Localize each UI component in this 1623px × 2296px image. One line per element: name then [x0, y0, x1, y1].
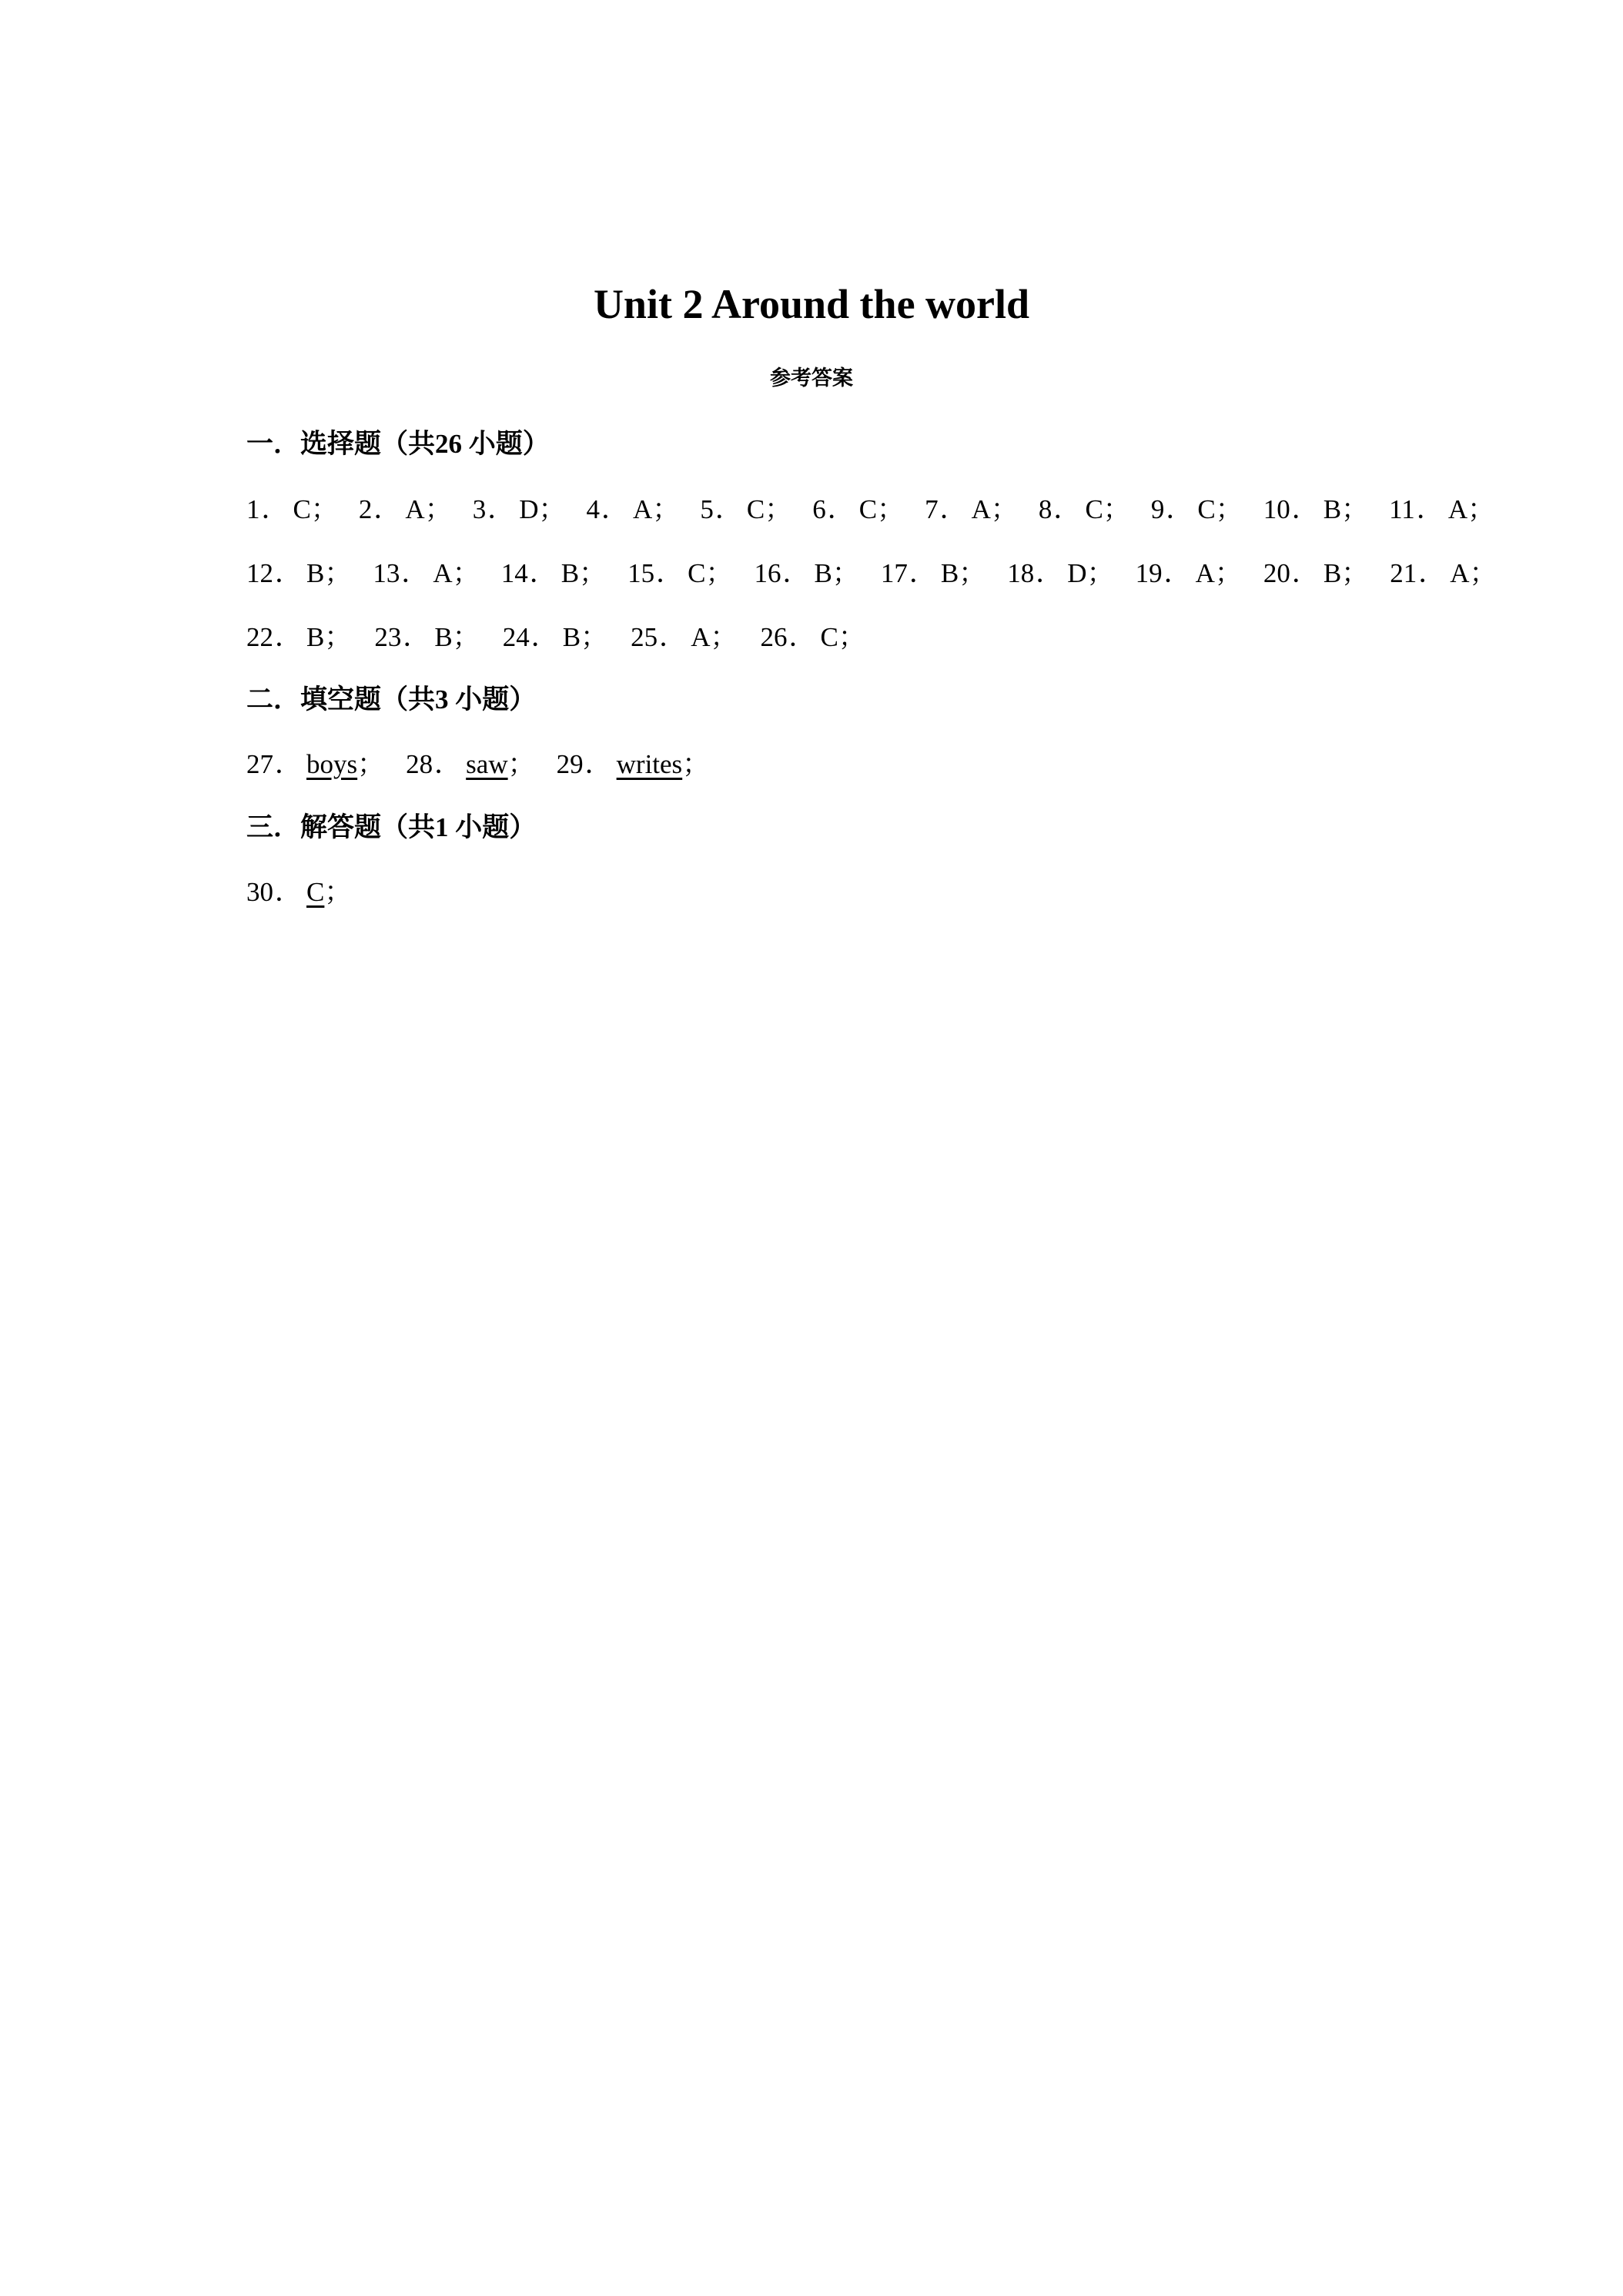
answer-item [754, 554, 858, 593]
question-number: 10 [1263, 494, 1290, 524]
question-number: 12 [246, 558, 273, 588]
answer-item [1390, 554, 1496, 593]
number-dot: ． [401, 558, 429, 589]
answer-item [587, 490, 680, 529]
question-number: 29 [556, 749, 584, 779]
answer-value: B [814, 558, 832, 588]
number-dot: ． [275, 558, 303, 589]
answer-semicolon: ； [1341, 558, 1369, 589]
answer-semicolon: ； [710, 622, 738, 653]
answer-item [1136, 554, 1242, 593]
number-dot: ． [275, 877, 303, 908]
heading-count: 1 [435, 812, 449, 842]
question-number: 22 [246, 622, 273, 652]
answer-semicolon: ； [507, 749, 535, 780]
answer-item [406, 745, 534, 784]
answer-item [246, 873, 351, 912]
number-dot: ． [656, 558, 684, 589]
answer-semicolon: ； [1086, 558, 1114, 589]
answer-semicolon: ； [705, 558, 733, 589]
answer-value: boys [306, 749, 358, 779]
heading-suffix: 小题） [455, 812, 537, 843]
answer-semicolon: ； [324, 622, 352, 653]
answer-semicolon: ； [1469, 558, 1497, 589]
answer-semicolon: ； [538, 494, 566, 525]
section-heading-answer [246, 808, 536, 847]
number-dot: ． [1416, 494, 1444, 525]
answer-semicolon: ； [310, 494, 338, 525]
answer-value: C [306, 877, 325, 907]
question-number: 25 [631, 622, 658, 652]
answer-item [473, 490, 566, 529]
question-number: 27 [246, 749, 273, 779]
choice-answers-row-3 [246, 618, 888, 657]
number-dot: ． [1163, 558, 1191, 589]
answer-value: B [1323, 558, 1342, 588]
number-dot: ． [529, 558, 557, 589]
answer-item [246, 618, 351, 657]
question-number: 15 [627, 558, 655, 588]
answer-value: saw [466, 749, 508, 779]
question-number: 19 [1135, 558, 1163, 588]
answer-value: A [971, 494, 991, 524]
answer-item [925, 490, 1018, 529]
answer-item [557, 745, 710, 784]
number-dot: ． [487, 494, 515, 525]
heading-prefix: 二．填空题（共 [246, 684, 436, 715]
answer-value: A [633, 494, 653, 524]
answer-semicolon: ； [990, 494, 1018, 525]
answer-semicolon: ； [424, 494, 452, 525]
answer-semicolon: ； [959, 558, 986, 589]
answer-value: B [1323, 494, 1342, 524]
answer-value: C [858, 494, 878, 524]
answer-semicolon: ； [1103, 494, 1130, 525]
heading-count: 26 [435, 429, 463, 459]
answer-value: B [306, 558, 325, 588]
number-dot: ． [714, 494, 742, 525]
answer-item [1007, 554, 1113, 593]
answer-value: C [293, 494, 311, 524]
answer-item [246, 490, 338, 529]
answer-semicolon: ； [877, 494, 905, 525]
answer-semicolon: ； [452, 558, 480, 589]
answer-value: C [1085, 494, 1103, 524]
heading-count: 3 [435, 684, 449, 715]
number-dot: ． [1053, 494, 1081, 525]
answer-item [501, 554, 606, 593]
answer-value: A [1450, 558, 1470, 588]
answer-item [1151, 490, 1243, 529]
question-number: 6 [812, 494, 826, 524]
answer-value: A [691, 622, 711, 652]
answer-item [812, 490, 904, 529]
number-dot: ． [275, 622, 303, 653]
page-subtitle: 参考答案 [770, 366, 853, 390]
answer-item [700, 490, 791, 529]
number-dot: ． [584, 749, 612, 780]
answer-semicolon: ； [1341, 494, 1369, 525]
heading-prefix: 一．选择题（共 [246, 429, 436, 460]
answer-semicolon: ； [357, 749, 385, 780]
question-number: 5 [700, 494, 714, 524]
answer-value: A [433, 558, 453, 588]
question-number: 24 [502, 622, 530, 652]
answer-value: C [1197, 494, 1216, 524]
choice-answers-row-1 [246, 490, 1515, 529]
answer-value: D [519, 494, 539, 524]
number-dot: ． [434, 749, 462, 780]
answer-semicolon: ； [652, 494, 680, 525]
number-dot: ． [659, 622, 687, 653]
number-dot: ． [1418, 558, 1446, 589]
answer-semicolon: ； [838, 622, 865, 653]
fill-answers-row [246, 745, 731, 784]
number-dot: ． [1036, 558, 1063, 589]
answer-semicolon: ； [832, 558, 859, 589]
answer-item [1039, 490, 1130, 529]
question-number: 4 [586, 494, 601, 524]
number-dot: ． [909, 558, 936, 589]
question-number: 21 [1390, 558, 1417, 588]
heading-suffix: 小题） [468, 429, 550, 460]
answer-item [1263, 490, 1368, 529]
question-number: 13 [373, 558, 400, 588]
number-dot: ． [1166, 494, 1193, 525]
section-heading-choice [246, 425, 550, 464]
question-number: 2 [358, 494, 373, 524]
answer-semicolon: ； [324, 877, 352, 908]
answer-value: B [940, 558, 959, 588]
answer-semicolon: ； [682, 749, 710, 780]
answer-value: C [820, 622, 838, 652]
number-dot: ． [373, 494, 401, 525]
number-dot: ． [939, 494, 967, 525]
answer-item [1389, 490, 1494, 529]
question-number: 30 [246, 877, 273, 907]
answer-semicolon: ； [579, 558, 607, 589]
question-number: 8 [1038, 494, 1052, 524]
answer-semicolon: ； [1214, 558, 1242, 589]
answer-value: writes [616, 749, 683, 779]
number-dot: ． [827, 494, 855, 525]
question-number: 18 [1007, 558, 1035, 588]
question-number: 28 [406, 749, 433, 779]
answer-value: B [561, 558, 580, 588]
page-title: Unit 2 Around the world [593, 281, 1030, 327]
number-dot: ． [261, 494, 289, 525]
answer-value: D [1067, 558, 1087, 588]
question-number: 16 [754, 558, 781, 588]
section-heading-fill [246, 681, 536, 719]
answer-semicolon: ； [324, 558, 352, 589]
answer-item [631, 618, 737, 657]
answer-item [246, 554, 351, 593]
answer-item [359, 490, 452, 529]
answer-item [627, 554, 732, 593]
question-number: 23 [374, 622, 402, 652]
answer-item [503, 618, 607, 657]
number-dot: ． [601, 494, 629, 525]
answer-value: B [306, 622, 325, 652]
answer-value: B [434, 622, 453, 652]
answer-item [1263, 554, 1368, 593]
answer-value: B [562, 622, 581, 652]
answer-semicolon: ； [1215, 494, 1243, 525]
answer-semicolon: ； [765, 494, 792, 525]
answer-semicolon: ； [1467, 494, 1495, 525]
number-dot: ． [782, 558, 810, 589]
answer-value: A [1447, 494, 1468, 524]
question-number: 9 [1150, 494, 1165, 524]
answer-value: A [405, 494, 425, 524]
question-number: 26 [760, 622, 788, 652]
question-number: 1 [246, 494, 260, 524]
number-dot: ． [403, 622, 430, 653]
number-dot: ． [530, 622, 558, 653]
number-dot: ． [788, 622, 816, 653]
question-number: 11 [1389, 494, 1415, 524]
answer-value: C [746, 494, 765, 524]
number-dot: ． [1291, 558, 1319, 589]
number-dot: ． [275, 749, 303, 780]
answer-semicolon: ； [581, 622, 608, 653]
question-number: 3 [472, 494, 487, 524]
answer-item [881, 554, 986, 593]
answer-item [760, 618, 865, 657]
answer-semicolon: ； [452, 622, 480, 653]
heading-prefix: 三．解答题（共 [246, 812, 436, 843]
answer-value: C [688, 558, 706, 588]
choice-answers-row-2 [246, 554, 1518, 593]
heading-suffix: 小题） [455, 684, 537, 715]
question-number: 20 [1263, 558, 1290, 588]
question-number: 7 [925, 494, 939, 524]
number-dot: ． [1291, 494, 1319, 525]
question-number: 17 [880, 558, 908, 588]
question-number: 14 [500, 558, 528, 588]
answer-item [373, 554, 479, 593]
answer-item [374, 618, 479, 657]
answer-value: A [1195, 558, 1215, 588]
solution-answers-row [246, 873, 351, 912]
answer-item [246, 745, 384, 784]
